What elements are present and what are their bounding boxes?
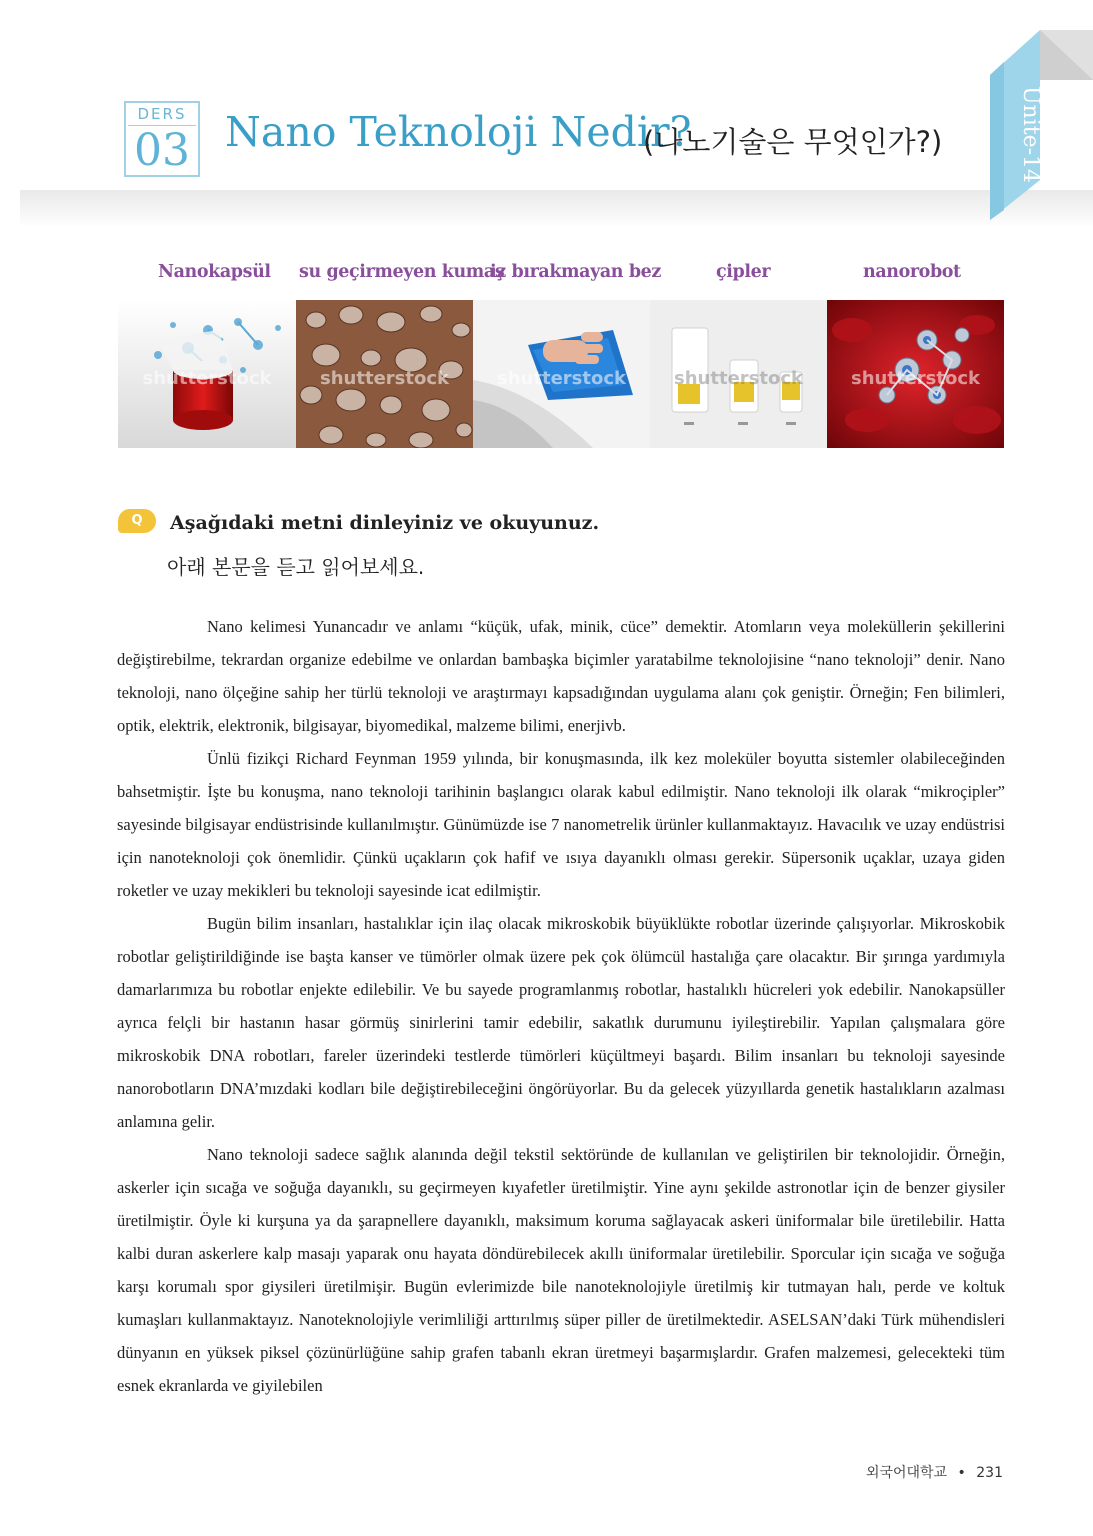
question-badge: Q: [118, 509, 156, 533]
label-waterproof-fabric: su geçirmeyen kumaş: [299, 262, 505, 282]
footer-publisher: 외국어대학교: [865, 1465, 948, 1481]
photo-traceless-cloth: [473, 300, 650, 448]
footer-separator: •: [957, 1465, 966, 1481]
photo-chips: [650, 300, 827, 448]
photo-strip: [118, 300, 1004, 448]
photo-nanocapsule: [118, 300, 296, 448]
paragraph-2: Ünlü fizikçi Richard Feynman 1959 yılında, bir konuşmasında, ilk kez moleküler boyutta sistemler olabileceğinden bahsetmiştir. İşte bu konuşma, nano teknoloji tarihinin başlangıcı olarak kabul edilmiştir. Nano teknoloji ilk olarak “mikroçipler” sayesinde bilgisayar endüstrisinde kullanılmıştır. Günümüzde ise 7 nanometrelik ürünler kullanmaktayız. Havacılık ve uzay endüstrisi için nanoteknoloji çok önemlidir. Çünkü uçakların çok hafif ve ısıya dayanıklı olması gerekir. Süpersonik uçaklar, uzaya giden roketler ve uzay mekikleri bu teknoloji sayesinde icat edilmiştir.: [117, 749, 1005, 900]
label-nanokapsul: Nanokapsül: [158, 262, 271, 282]
page-number: 231: [976, 1465, 1003, 1481]
label-traceless-cloth: iz bırakmayan bez: [490, 262, 661, 282]
header-band: [20, 190, 1093, 228]
unit-tab-label: Ünite-14: [1018, 86, 1043, 184]
lesson-word: DERS: [137, 105, 187, 123]
reading-text: [117, 610, 1005, 1402]
photo-nanorobot: [827, 300, 1004, 448]
watermark-2: shutterstock: [320, 368, 449, 389]
label-chips: çipler: [716, 262, 771, 282]
paragraph-3: Bugün bilim insanları, hastalıklar için ilaç olacak mikroskobik büyüklükte robotlar üzerinde çalışıyorlar. Mikroskobik robotlar geliştirildiğinde ise başta kanser ve tümörler olmak üzere pek çok ölümcül hastalığa çare olacaktır. Bir şırınga yardımıyla damarlarımıza bu robotlar enjekte edilebilir. Ve bu sayede programlanmış robotlar, hastalıklı hücreleri yok edebilir. Nanokapsüller ayrıca felçli bir hastanın hasar görmüş sinirlerini tamir edebilir, sakatlık durumunu iyileştirebilir. Yapılan çalışmalara göre mikroskobik DNA robotları, fareler üzerindeki testlerde tümörleri küçültmeyi başardı. Bilim insanları bu teknoloji sayesinde nanorobotların DNA’mızdaki kodları bile değiştirebileceğini öngörüyorlar. Bu da gelecek yüzyıllarda genetik hastalıkların azalması anlamına gelir.: [117, 914, 1005, 1131]
lesson-number: 03: [134, 125, 190, 176]
page-footer: [866, 1462, 1003, 1482]
paragraph-4: Nano teknoloji sadece sağlık alanında değil tekstil sektöründe de kullanılan ve geliştirilen bir teknolojidir. Örneğin, askerler için sıcağa ve soğuğa dayanıklı, su geçirmeyen kıyafetler üretilmiştir. Yine aynı şekilde astronotlar için de benzer giysiler üretilmiştir. Öyle ki kurşuna ya da şarapnellere dayanıklı, maksimum koruma sağlayacak askeri üniformalar bile üretilebilir. Hatta kalbi duran askerlere kalp masajı yaparak onu hayata döndürebilecek akıllı üniformalar üretilebilir. Sporcular için sıcağa ve soğuğa karşı korumalı spor giysileri üretilmişir. Bugün evlerimizde bile nanoteknolojiyle üretilmiş kir tutmayan halı, perde ve koltuk kumaşları kullanmaktayız. Nanoteknolojiyle verimliliği arttırılmış süper piller de üretilmektedir. ASELSAN’daki Türk mühendisleri dünyanın en yüksek piksel çözünürlüğüne sahip grafen tabanlı ekran üretmeyi başarmışlardır. Grafen malzemesi, gelecekteki tüm esnek ekranlarda ve giyilebilen: [117, 1145, 1005, 1395]
label-nanorobot: nanorobot: [863, 262, 961, 282]
gallery-labels: [118, 262, 1004, 292]
page-title-korean: (나노기술은 무엇인가?): [643, 125, 943, 159]
instruction-turkish: Aşağıdaki metni dinleyiniz ve okuyunuz.: [170, 512, 600, 534]
page-title: Nano Teknoloji Nedir?: [225, 108, 692, 156]
instruction-korean: 아래 본문을 듣고 읽어보세요.: [167, 555, 425, 579]
watermark-5: shutterstock: [851, 368, 980, 389]
watermark-1: shutterstock: [142, 368, 272, 389]
watermark-3: shutterstock: [497, 368, 626, 389]
paragraph-1: Nano kelimesi Yunancadır ve anlamı “küçük, ufak, minik, cüce” demektir. Atomların veya moleküllerin şekillerini değiştirebilme, tekrardan organize edebilme ve onlardan bambaşka biçimler yaratabilme teknolojisine “nano teknoloji” denir. Nano teknoloji, nano ölçeğine sahip her türlü teknoloji ve araştırmayı kapsadığından uygulama alanı çok geniştir. Örneğin; Fen bilimleri, optik, elektrik, elektronik, bilgisayar, biyomedikal, malzeme bilimi, enerjivb.: [117, 617, 1005, 735]
photo-waterproof-fabric: [296, 300, 473, 448]
watermark-4: shutterstock: [674, 368, 803, 389]
lesson-number-box: [124, 101, 200, 177]
